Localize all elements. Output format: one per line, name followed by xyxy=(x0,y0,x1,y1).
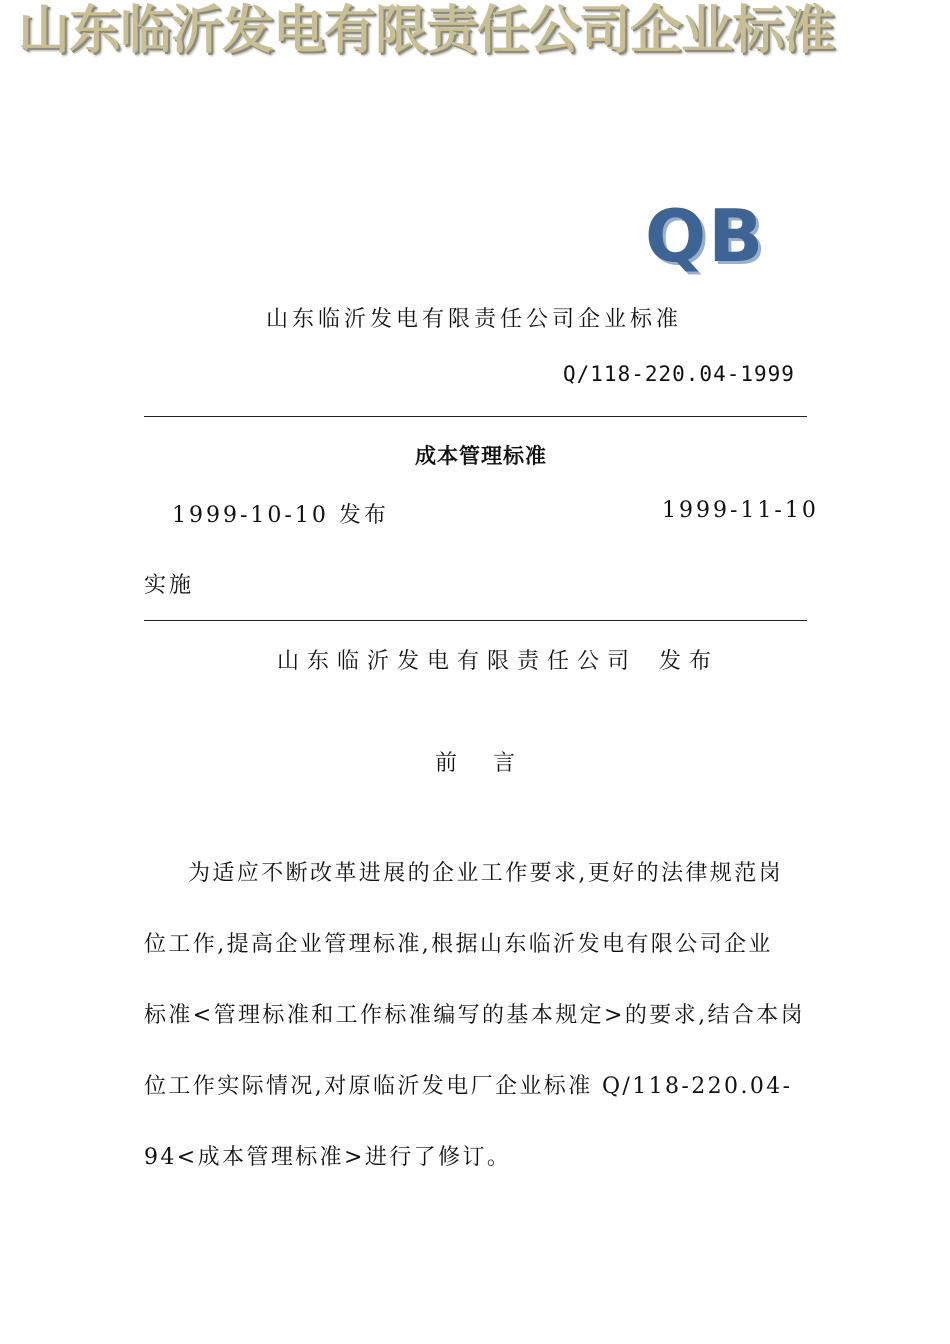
preface-paragraph xyxy=(144,838,808,1193)
standard-code: Q/118-220.04-1999 xyxy=(563,362,795,386)
document-title: 成本管理标准 xyxy=(415,444,547,468)
watermark-banner: 山东临沂发电有限责任公司企业标准 xyxy=(18,0,835,61)
company-standard-header: 山东临沂发电有限责任公司企业标准 xyxy=(266,307,683,332)
paragraph-line: 位工作,提高企业管理标准,根据山东临沂发电有限公司企业 xyxy=(144,932,773,957)
paragraph-line: 位工作实际情况,对原临沂发电厂企业标准 Q/118-220.04- xyxy=(144,1074,793,1099)
paragraph-line: 94<成本管理标准>进行了修订。 xyxy=(144,1145,512,1170)
issue-date: 1999-10-10 发布 xyxy=(172,503,389,528)
preface-heading xyxy=(435,746,519,777)
publisher-name: 山东临沂发电有限责任公司 xyxy=(277,649,638,674)
preface-char-2: 言 xyxy=(493,751,520,776)
qb-logo: QB xyxy=(645,194,766,278)
publisher-line xyxy=(277,644,719,675)
implement-label: 实施 xyxy=(144,573,195,598)
implement-date: 1999-11-10 xyxy=(662,498,819,523)
publisher-action: 发布 xyxy=(659,649,720,674)
paragraph-line: 标准<管理标准和工作标准编写的基本规定>的要求,结合本岗 xyxy=(144,1003,806,1028)
preface-char-1: 前 xyxy=(435,751,462,776)
paragraph-line: 为适应不断改革进展的企业工作要求,更好的法律规范岗 xyxy=(188,861,783,886)
divider-bottom xyxy=(144,620,807,621)
divider-top xyxy=(144,416,807,417)
